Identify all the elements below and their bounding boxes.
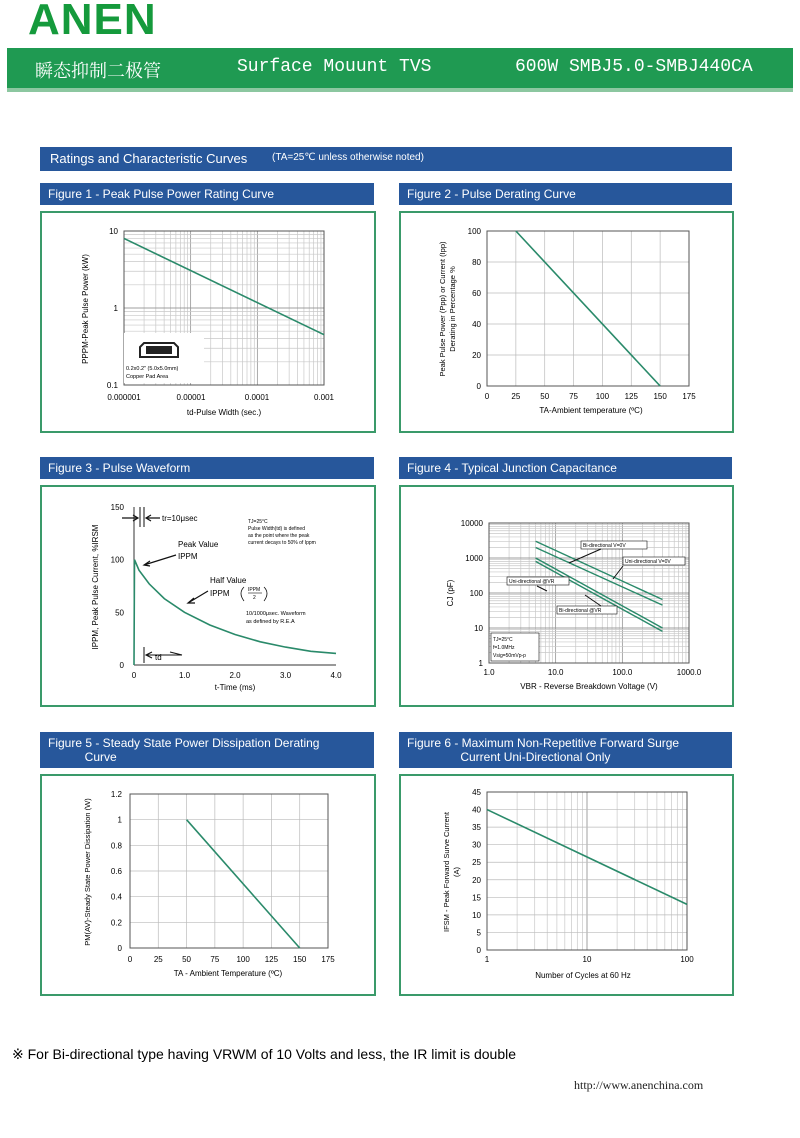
- fig6-ylabel-line1: IFSM - Peak Forward Surve Current: [442, 811, 451, 933]
- fig3-ytick: 150: [110, 503, 124, 512]
- fig4-ytick: 1000: [465, 554, 483, 563]
- fig6-caption: Figure 6 - Maximum Non-Repetitive Forward Surge Current Uni-Directional Only: [407, 736, 680, 764]
- fig2-ytick: 0: [476, 382, 481, 391]
- fig4-xtick: 10.0: [547, 668, 564, 677]
- fig5-xtick: 0: [127, 955, 133, 964]
- fig2-ylabel-line1: Peak Pulse Power (Ppp) or Current (Ipp): [438, 241, 447, 377]
- fig3-wave-line2: as defined by R.E.A: [246, 619, 295, 625]
- fig3-wave-line1: 10/1000μsec. Waveform: [246, 611, 306, 617]
- fig4-chart: [401, 487, 732, 705]
- fig2-xtick: 150: [653, 392, 667, 401]
- fig1-caption-bar: [40, 183, 374, 205]
- fig2-xtick: 25: [511, 392, 521, 401]
- fig6-ytick: 10: [472, 910, 481, 920]
- fig3-xlabel: t-Time (ms): [214, 683, 256, 692]
- fig4-ytick: 1: [478, 659, 483, 668]
- fig3-xtick: 0: [131, 671, 137, 680]
- fig3-half-label: Half Value: [210, 576, 247, 585]
- fig4-cond-line3: Vsig=50mVp-p: [493, 653, 526, 659]
- fig1-panel: [40, 211, 376, 433]
- fig4-label-bi-vr: Bi-directional @VR: [559, 608, 602, 614]
- fig5-xtick: 25: [153, 955, 163, 964]
- section-title: Ratings and Characteristic Curves: [50, 151, 248, 166]
- fig5-xlabel: TA - Ambient Temperature (ºC): [173, 969, 283, 978]
- fig3-xtick: 4.0: [330, 671, 342, 680]
- fig2-caption-bar: [399, 183, 732, 205]
- fig2-xtick: 175: [682, 392, 696, 401]
- fig1-chart: [42, 213, 374, 431]
- company-logo: ANEN: [28, 0, 157, 44]
- fig2-panel: [399, 211, 734, 433]
- fig1-inset: [124, 333, 204, 383]
- fig3-tr-label: tr=10μsec: [162, 514, 198, 523]
- half-arrow-icon: [188, 591, 208, 603]
- fig4-caption-bar: [399, 457, 732, 479]
- fig4-ytick: 10: [474, 624, 483, 633]
- fig4-label-bi-0v: Bi-directional V=0V: [583, 543, 626, 549]
- fig4-cond-line1: TJ=25°C: [493, 637, 513, 643]
- fig1-ytick: 0.1: [106, 381, 118, 390]
- fig2-xtick: 100: [595, 392, 610, 401]
- fig3-ylabel: IPPM, Peak Pulse Current, %IRSM: [91, 524, 100, 650]
- fig5-xtick: 150: [293, 955, 307, 964]
- fig4-label-uni-vr: Uni-directional @VR: [509, 579, 555, 585]
- fig6-xtick: 10: [582, 955, 592, 964]
- company-url[interactable]: http://www.anenchina.com: [574, 1078, 704, 1092]
- fig3-chart: [42, 487, 374, 705]
- fig6-xtick: 100: [680, 955, 694, 964]
- fig5-caption-bar: [40, 732, 374, 768]
- fig1-ylabel: PPPM-Peak Pulse Power (kW): [81, 254, 90, 364]
- fig3-note-line3: as the point where the peak: [248, 533, 310, 539]
- fig2-ytick: 20: [472, 351, 481, 360]
- fig5-ylabel: PM(AV)-Steady State Power Dissipation (W): [83, 798, 92, 946]
- fig6-xtick: 1: [484, 955, 490, 964]
- fig6-grid: [487, 792, 687, 950]
- fig5-ytick: 0.2: [110, 918, 122, 928]
- fig1-xtick: 0.000001: [107, 393, 141, 402]
- fig3-half-sub: IPPM: [210, 589, 230, 598]
- fig6-ytick: 25: [472, 858, 481, 868]
- fig2-ytick: 100: [467, 227, 481, 236]
- fig5-xtick: 100: [236, 955, 250, 964]
- fig1-xtick: 0.0001: [244, 393, 270, 402]
- part-range: 600W SMBJ5.0-SMBJ440CA: [515, 57, 753, 77]
- fig6-chart: [401, 776, 732, 994]
- fig5-grid: [130, 794, 328, 948]
- fig4-ytick: 100: [469, 589, 483, 598]
- fig4-xtick: 1.0: [483, 668, 495, 677]
- fig3-xtick: 2.0: [229, 671, 241, 680]
- fig2-curve: [516, 231, 660, 386]
- fig6-ytick: 0: [476, 946, 481, 955]
- fig6-panel: [399, 774, 734, 996]
- fig5-xtick: 125: [264, 955, 279, 964]
- fig3-note-line4: current decays to 50% of Ippm: [248, 540, 316, 546]
- fig1-ytick: 1: [113, 304, 118, 313]
- fig2-ytick: 40: [472, 320, 481, 329]
- fig2-chart: [401, 213, 732, 431]
- fig6-ytick: 20: [472, 875, 481, 885]
- fig2-xlabel: TA-Ambient temperature (ºC): [539, 406, 643, 415]
- fig3-ytick: 100: [110, 555, 124, 565]
- fig4-ylabel: CJ (pF): [446, 579, 455, 607]
- fig4-conditions: [491, 633, 539, 661]
- fig3-note-line2: Pulse Width(td) is defined: [248, 526, 305, 532]
- fig2-xtick: 75: [569, 392, 579, 401]
- fig4-xtick: 1000.0: [676, 668, 702, 677]
- fig2-xtick: 125: [624, 392, 638, 401]
- fig6-ytick: 40: [472, 805, 481, 815]
- fig3-ytick: 50: [115, 608, 124, 618]
- fig6-ytick: 35: [472, 823, 481, 833]
- fig3-half-frac-den: 2: [253, 595, 256, 601]
- arrow-right-icon: [122, 515, 138, 521]
- arrow-left-icon: [146, 515, 160, 521]
- fig1-ytick: 10: [109, 227, 118, 236]
- fig1-xtick: 0.00001: [176, 393, 206, 402]
- fig6-ytick: 45: [472, 788, 481, 797]
- fig1-xlabel: td-Pulse Width (sec.): [186, 408, 262, 417]
- fig6-caption-bar: [399, 732, 732, 768]
- fig2-ytick: 60: [472, 289, 481, 298]
- section-note: (TA=25℃ unless otherwise noted): [272, 152, 424, 163]
- peak-arrow-icon: [144, 555, 176, 566]
- fig2-xtick: 0: [484, 392, 490, 401]
- chinese-title: 瞬态抑制二极管: [35, 61, 161, 82]
- section-header: [40, 147, 732, 171]
- fig5-ytick: 0.4: [110, 892, 122, 902]
- fig4-ytick: 10000: [460, 519, 483, 528]
- fig2-xtick: 50: [540, 392, 550, 401]
- fig5-xtick: 75: [210, 955, 220, 964]
- fig5-ytick: 1.2: [110, 790, 122, 799]
- footnote: ※ For Bi-directional type having VRWM of 10 Volts and less, the IR limit is double: [12, 1046, 517, 1062]
- fig3-td-label: td: [155, 653, 162, 662]
- fig1-inset-line1: 0.2x0.2" (5.0x5.0mm): [126, 366, 179, 372]
- fig4-panel: [399, 485, 734, 707]
- fig1-xtick: 0.001: [313, 393, 335, 402]
- title-bar: [7, 48, 793, 92]
- fig5-panel: [40, 774, 376, 996]
- package-icon: [146, 346, 172, 354]
- fig4-xlabel: VBR - Reverse Breakdown Voltage (V): [520, 682, 658, 691]
- fig4-label-uni-0v: Uni-directional V=0V: [625, 559, 671, 565]
- fig5-ytick: 0: [117, 944, 122, 953]
- fig6-ytick: 30: [472, 840, 481, 850]
- fig5-ytick: 0.8: [110, 841, 122, 851]
- fig1-inset-line2: Copper Pad Area: [126, 374, 169, 380]
- fig3-panel: [40, 485, 376, 707]
- english-title: Surface Mouunt TVS: [237, 57, 432, 77]
- fig6-ytick: 5: [476, 928, 481, 938]
- fig1-caption: Figure 1 - Peak Pulse Power Rating Curve: [48, 187, 275, 201]
- fig3-note-line1: TJ=25°C: [248, 519, 268, 525]
- fig3-ytick: 0: [119, 661, 124, 670]
- fig5-ytick: 1: [117, 815, 122, 825]
- fig6-ylabel-line2: (A): [452, 867, 461, 877]
- fig5-chart: [42, 776, 374, 994]
- fig6-ytick: 15: [472, 893, 481, 903]
- fig3-xtick: 1.0: [178, 671, 191, 680]
- fig3-xtick: 3.0: [279, 671, 292, 680]
- fig2-ylabel-line2: Derating in Percentage %: [448, 266, 457, 352]
- fig5-xtick: 50: [182, 955, 192, 964]
- fig3-caption: Figure 3 - Pulse Waveform: [48, 461, 191, 475]
- fig3-caption-bar: [40, 457, 374, 479]
- fig3-peak-sub: IPPM: [178, 552, 198, 561]
- fig2-caption: Figure 2 - Pulse Derating Curve: [407, 187, 576, 201]
- fig5-caption: Figure 5 - Steady State Power Dissipation Derating Curve: [48, 736, 320, 764]
- fig3-half-frac-num: IPPM: [248, 587, 261, 593]
- fig2-ytick: 80: [472, 258, 481, 267]
- fig6-xlabel: Number of Cycles at 60 Hz: [535, 971, 631, 980]
- fig5-xtick: 175: [321, 955, 335, 964]
- fig4-caption: Figure 4 - Typical Junction Capacitance: [407, 461, 617, 475]
- fig5-ytick: 0.6: [110, 867, 122, 876]
- fig3-peak-label: Peak Value: [178, 540, 219, 549]
- fig4-xtick: 100.0: [612, 668, 633, 677]
- td-arrow-icon: [146, 652, 182, 658]
- fig4-cond-line2: f=1.0MHz: [493, 645, 515, 651]
